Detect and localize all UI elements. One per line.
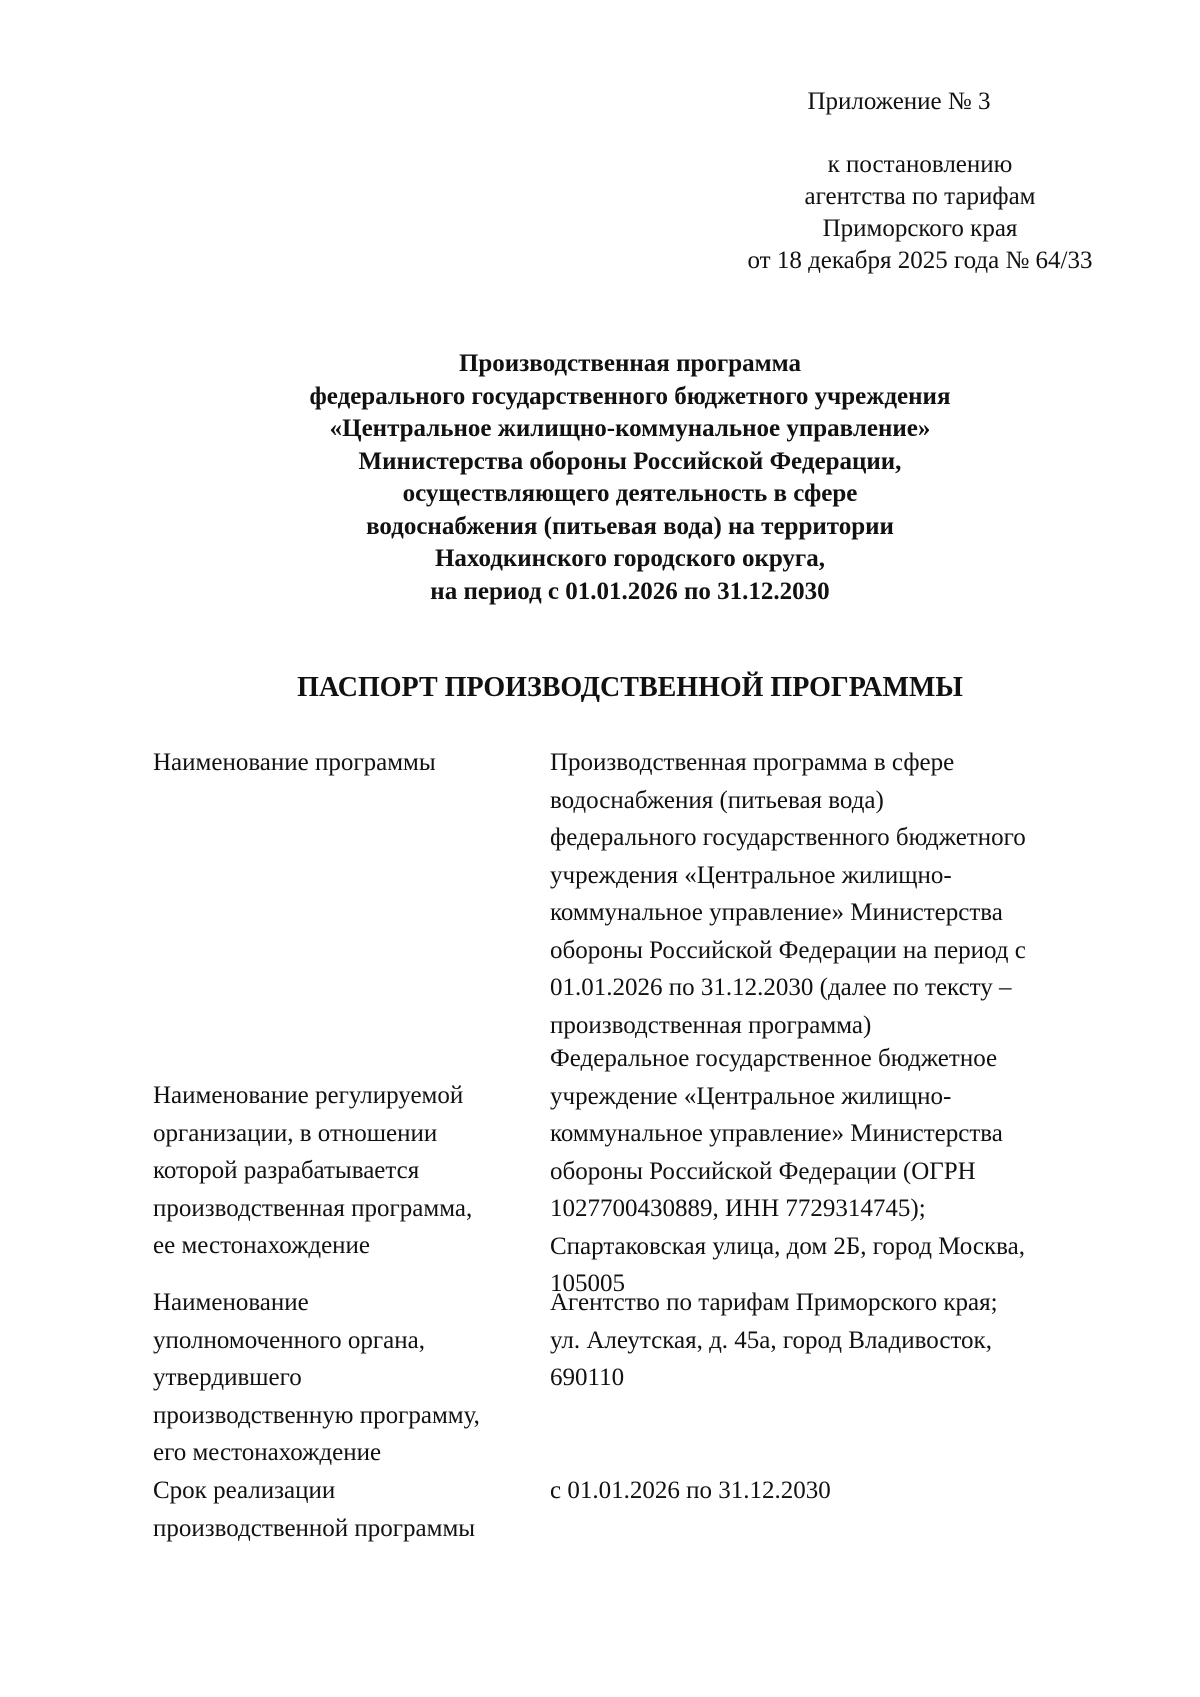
- appendix-number: Приложение № 3: [807, 88, 991, 115]
- title-line: водоснабжения (питьевая вода) на территории: [366, 512, 894, 540]
- row-value: [550, 744, 1103, 1040]
- passport-row-authority: [153, 1284, 1103, 1472]
- passport-row-period: [153, 1472, 1103, 1582]
- row-label: [153, 744, 550, 1040]
- value-line: с 01.01.2026 по 31.12.2030: [550, 1477, 831, 1504]
- value-line: коммунальное управление» Министерства: [550, 899, 1003, 926]
- label-line: которой разрабатывается: [153, 1157, 420, 1184]
- label-line: Срок реализации: [153, 1477, 336, 1504]
- label-line: уполномоченного органа,: [153, 1326, 425, 1354]
- value-line: 1027700430889, ИНН 7729314745);: [550, 1195, 926, 1222]
- value-line: учреждение «Центральное жилищно-: [550, 1082, 952, 1110]
- label-line: утвердившего: [153, 1364, 302, 1391]
- label-line: производственной программы: [153, 1514, 476, 1542]
- appendix-line: Приморского края: [822, 215, 1018, 242]
- passport-heading: ПАСПОРТ ПРОИЗВОДСТВЕННОЙ ПРОГРАММЫ: [297, 672, 963, 703]
- label-line: ее местонахождение: [153, 1232, 371, 1259]
- value-line: 01.01.2026 по 31.12.2030 (далее по тексту –: [550, 974, 1012, 1001]
- passport-table: [153, 744, 1103, 1582]
- value-line: 690110: [550, 1364, 625, 1391]
- label-line: Наименование регулируемой: [153, 1082, 464, 1109]
- value-line: ул. Алеутская, д. 45а, город Владивосток,: [550, 1326, 992, 1354]
- row-value: [550, 1040, 1103, 1297]
- row-label: [153, 1472, 550, 1582]
- value-line: водоснабжения (питьевая вода): [550, 786, 884, 814]
- label-line: Наименование: [153, 1289, 309, 1316]
- value-line: 105005: [550, 1270, 625, 1297]
- value-line: производственная программа): [550, 1011, 872, 1039]
- label-line: его местонахождение: [153, 1439, 382, 1466]
- value-line: коммунальное управление» Министерства: [550, 1120, 1003, 1147]
- title-line: осуществляющего деятельность в сфере: [402, 480, 858, 507]
- passport-row-organization: [153, 1040, 1103, 1297]
- appendix-line: от 18 декабря 2025 года № 64/33: [747, 247, 1093, 274]
- label-line: производственную программу,: [153, 1401, 480, 1429]
- title-line: «Центральное жилищно-коммунальное управление»: [329, 415, 931, 442]
- appendix-header: [700, 86, 1140, 277]
- value-line: обороны Российской Федерации (ОГРН: [550, 1157, 976, 1185]
- value-line: Производственная программа в сфере: [550, 749, 955, 776]
- title-line: федерального государственного бюджетного учреждения: [309, 382, 951, 410]
- title-line: Производственная программа: [458, 350, 802, 377]
- title-line: на период с 01.01.2026 по 31.12.2030: [430, 577, 830, 605]
- passport-row-program-name: [153, 744, 1103, 1040]
- appendix-line: к постановлению: [827, 151, 1013, 178]
- title-line: Находкинского городского округа,: [434, 545, 826, 572]
- value-line: Агентство по тарифам Приморского края;: [550, 1289, 998, 1316]
- document-title: [150, 348, 1110, 608]
- value-line: учреждения «Центральное жилищно-: [550, 861, 952, 889]
- label-line: Наименование программы: [153, 749, 436, 776]
- value-line: Федеральное государственное бюджетное: [550, 1045, 998, 1072]
- row-label: [153, 1284, 550, 1472]
- appendix-line: агентства по тарифам: [804, 183, 1036, 210]
- row-value: [550, 1284, 1103, 1472]
- title-line: Министерства обороны Российской Федерации,: [358, 447, 902, 475]
- value-line: обороны Российской Федерации на период с: [550, 936, 1026, 964]
- label-line: организации, в отношении: [153, 1119, 438, 1147]
- label-line: производственная программа,: [153, 1194, 473, 1222]
- value-line: федерального государственного бюджетного: [550, 824, 1026, 851]
- value-line: Спартаковская улица, дом 2Б, город Москва,: [550, 1232, 1025, 1260]
- row-value: [550, 1472, 1103, 1582]
- row-label: [153, 1040, 550, 1284]
